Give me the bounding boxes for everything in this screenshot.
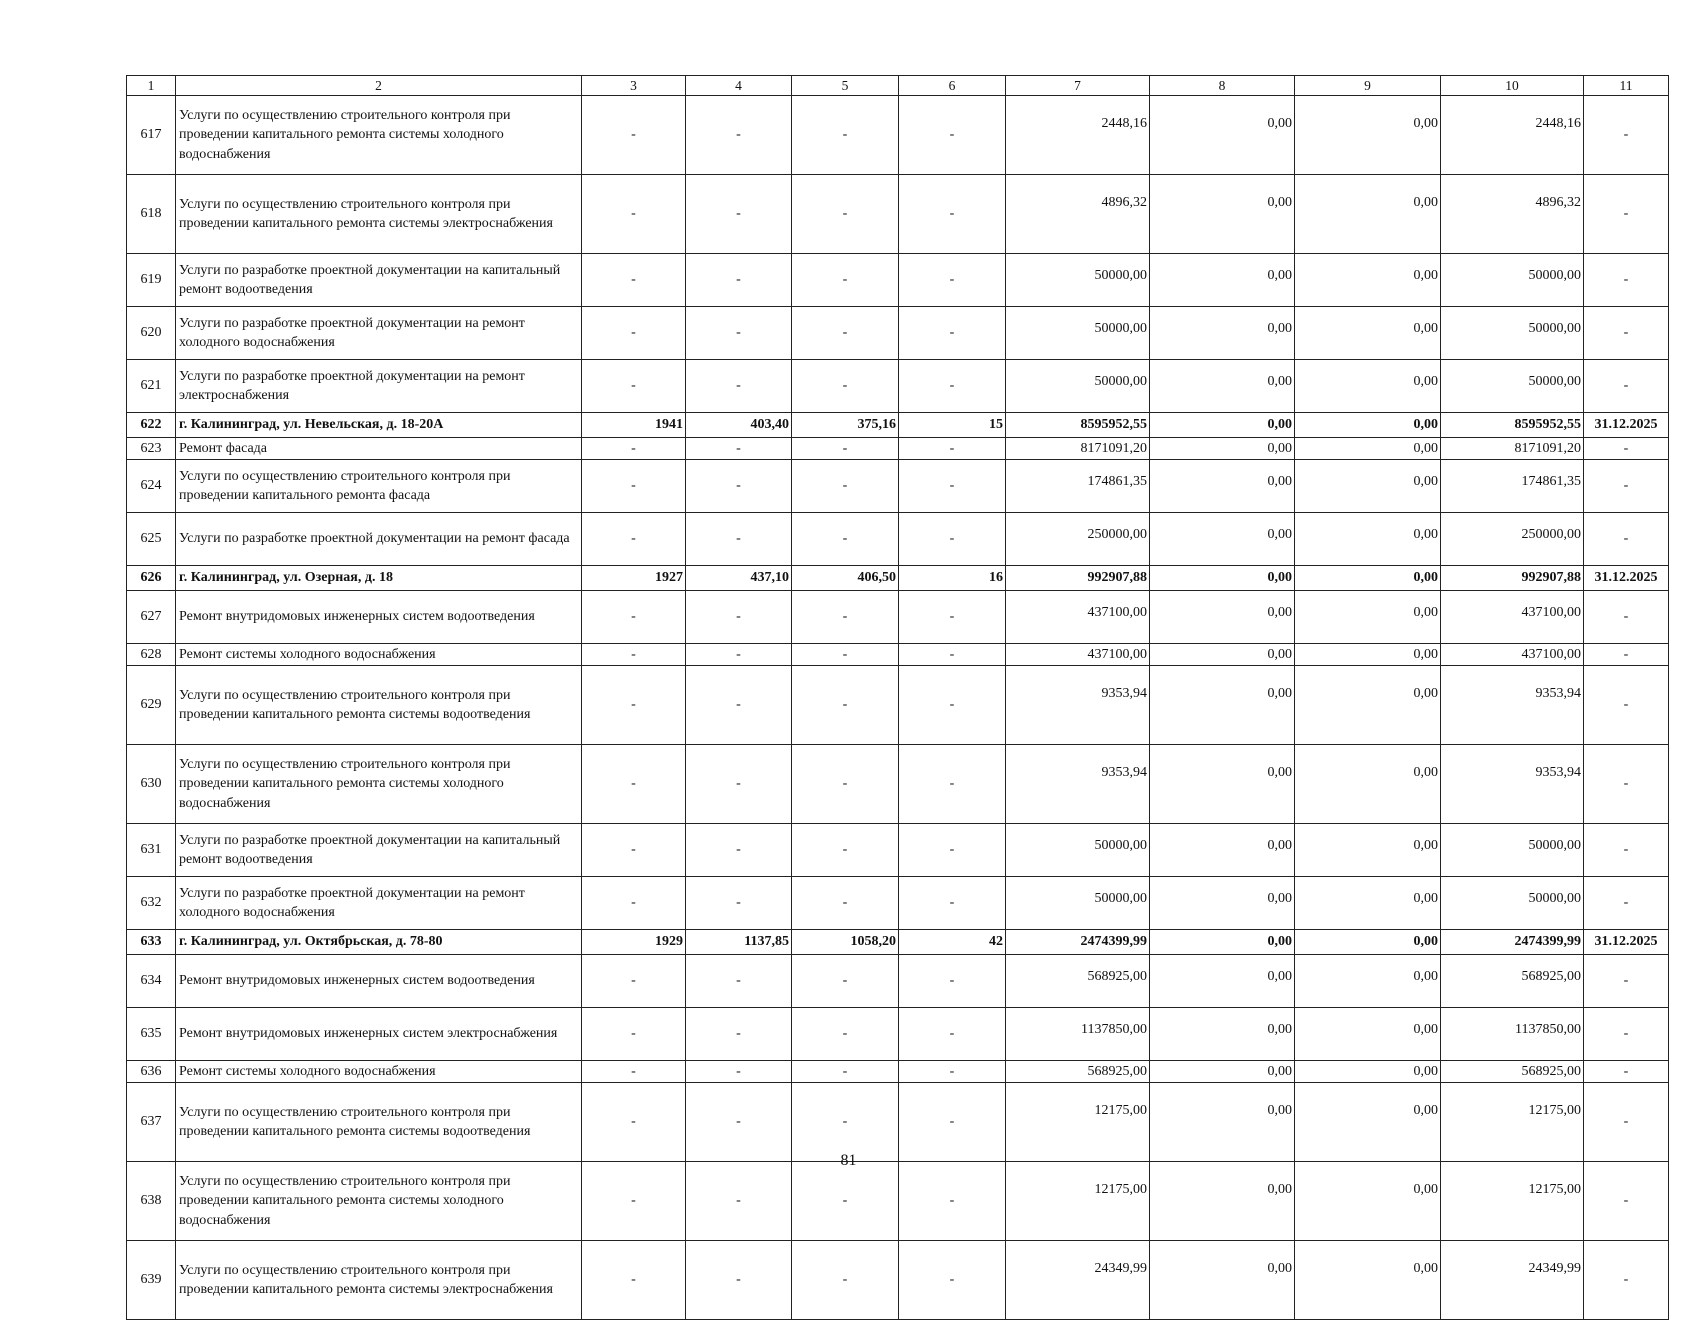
cell-col-4: - xyxy=(686,1241,792,1320)
table-row xyxy=(127,1061,1669,1083)
cell-col-9: 0,00 xyxy=(1295,307,1441,360)
cell-col-7: 9353,94 xyxy=(1006,745,1150,824)
column-header: 10 xyxy=(1441,76,1584,96)
cell-col-8: 0,00 xyxy=(1150,745,1295,824)
cell-col-11: - xyxy=(1584,745,1669,824)
cell-col-7: 568925,00 xyxy=(1006,955,1150,1008)
cell-col-8: 0,00 xyxy=(1150,513,1295,566)
table-row xyxy=(127,1241,1669,1320)
cell-col-11: 31.12.2025 xyxy=(1584,930,1669,955)
work-description: Услуги по осуществлению строительного контроля при проведении капитального ремонта системы электроснабжения xyxy=(176,175,582,254)
cell-col-8: 0,00 xyxy=(1150,644,1295,666)
cell-col-8: 0,00 xyxy=(1150,413,1295,438)
cell-col-5: - xyxy=(792,438,899,460)
row-number: 625 xyxy=(127,513,176,566)
cell-col-5: - xyxy=(792,1162,899,1241)
cell-col-7: 4896,32 xyxy=(1006,175,1150,254)
row-number: 620 xyxy=(127,307,176,360)
cell-col-10: 8171091,20 xyxy=(1441,438,1584,460)
cell-col-9: 0,00 xyxy=(1295,513,1441,566)
cell-col-5: - xyxy=(792,460,899,513)
work-description: Услуги по осуществлению строительного контроля при проведении капитального ремонта системы электроснабжения xyxy=(176,1241,582,1320)
work-description: Услуги по разработке проектной документации на ремонт холодного водоснабжения xyxy=(176,877,582,930)
work-description: Услуги по разработке проектной документации на ремонт электроснабжения xyxy=(176,360,582,413)
cell-col-8: 0,00 xyxy=(1150,824,1295,877)
cell-col-10: 9353,94 xyxy=(1441,666,1584,745)
cell-col-4: - xyxy=(686,1162,792,1241)
table-row xyxy=(127,1083,1669,1162)
cell-col-10: 50000,00 xyxy=(1441,307,1584,360)
cell-col-6: 42 xyxy=(899,930,1006,955)
work-description: Ремонт фасада xyxy=(176,438,582,460)
column-header: 1 xyxy=(127,76,176,96)
cell-col-4: - xyxy=(686,955,792,1008)
cell-col-4: - xyxy=(686,745,792,824)
cell-col-10: 12175,00 xyxy=(1441,1083,1584,1162)
cell-col-10: 437100,00 xyxy=(1441,644,1584,666)
row-number: 624 xyxy=(127,460,176,513)
cell-col-11: - xyxy=(1584,644,1669,666)
cell-col-6: - xyxy=(899,513,1006,566)
cell-col-7: 50000,00 xyxy=(1006,254,1150,307)
cell-col-6: - xyxy=(899,307,1006,360)
cell-col-7: 8171091,20 xyxy=(1006,438,1150,460)
cell-col-7: 9353,94 xyxy=(1006,666,1150,745)
cell-col-3: - xyxy=(582,1162,686,1241)
cell-col-11: - xyxy=(1584,666,1669,745)
row-number: 637 xyxy=(127,1083,176,1162)
cell-col-7: 437100,00 xyxy=(1006,591,1150,644)
cell-col-4: - xyxy=(686,591,792,644)
cell-col-8: 0,00 xyxy=(1150,877,1295,930)
cell-col-7: 568925,00 xyxy=(1006,1061,1150,1083)
table-row xyxy=(127,745,1669,824)
table-row xyxy=(127,513,1669,566)
cell-col-5: - xyxy=(792,644,899,666)
cell-col-11: - xyxy=(1584,307,1669,360)
cell-col-3: - xyxy=(582,1008,686,1061)
cell-col-5: - xyxy=(792,254,899,307)
cell-col-11: - xyxy=(1584,591,1669,644)
cell-col-10: 4896,32 xyxy=(1441,175,1584,254)
cell-col-5: - xyxy=(792,1008,899,1061)
cell-col-6: - xyxy=(899,460,1006,513)
table-row xyxy=(127,460,1669,513)
cell-col-6: - xyxy=(899,1241,1006,1320)
work-description: Ремонт внутридомовых инженерных систем водоотведения xyxy=(176,955,582,1008)
table-row xyxy=(127,824,1669,877)
cell-col-5: - xyxy=(792,175,899,254)
cell-col-5: 375,16 xyxy=(792,413,899,438)
cell-col-4: - xyxy=(686,360,792,413)
cell-col-6: - xyxy=(899,1162,1006,1241)
cell-col-11: - xyxy=(1584,877,1669,930)
work-description: Услуги по разработке проектной документации на капитальный ремонт водоотведения xyxy=(176,254,582,307)
column-header: 6 xyxy=(899,76,1006,96)
cell-col-5: - xyxy=(792,877,899,930)
cell-col-4: - xyxy=(686,1083,792,1162)
cell-col-11: - xyxy=(1584,1162,1669,1241)
cell-col-9: 0,00 xyxy=(1295,254,1441,307)
cell-col-9: 0,00 xyxy=(1295,930,1441,955)
address-total-row xyxy=(127,413,1669,438)
column-header: 4 xyxy=(686,76,792,96)
column-header: 5 xyxy=(792,76,899,96)
cell-col-6: - xyxy=(899,254,1006,307)
work-description: Услуги по разработке проектной документации на ремонт фасада xyxy=(176,513,582,566)
cell-col-11: - xyxy=(1584,1061,1669,1083)
cell-col-7: 2474399,99 xyxy=(1006,930,1150,955)
cell-col-4: 437,10 xyxy=(686,566,792,591)
table-row xyxy=(127,955,1669,1008)
cell-col-6: 15 xyxy=(899,413,1006,438)
cell-col-4: - xyxy=(686,96,792,175)
cell-col-3: - xyxy=(582,644,686,666)
cell-col-9: 0,00 xyxy=(1295,1241,1441,1320)
cell-col-4: - xyxy=(686,307,792,360)
row-number: 634 xyxy=(127,955,176,1008)
cell-col-11: - xyxy=(1584,1008,1669,1061)
cell-col-4: - xyxy=(686,666,792,745)
row-number: 623 xyxy=(127,438,176,460)
cell-col-9: 0,00 xyxy=(1295,438,1441,460)
table-row xyxy=(127,877,1669,930)
column-header: 2 xyxy=(176,76,582,96)
cell-col-7: 12175,00 xyxy=(1006,1162,1150,1241)
cell-col-6: - xyxy=(899,644,1006,666)
cell-col-11: - xyxy=(1584,824,1669,877)
table-row xyxy=(127,360,1669,413)
work-description: Услуги по осуществлению строительного контроля при проведении капитального ремонта системы холодного водоснабжения xyxy=(176,745,582,824)
work-description: Услуги по осуществлению строительного контроля при проведении капитального ремонта фасада xyxy=(176,460,582,513)
cell-col-8: 0,00 xyxy=(1150,307,1295,360)
cell-col-8: 0,00 xyxy=(1150,175,1295,254)
cell-col-10: 50000,00 xyxy=(1441,877,1584,930)
cell-col-4: - xyxy=(686,877,792,930)
cell-col-4: - xyxy=(686,513,792,566)
cell-col-8: 0,00 xyxy=(1150,1061,1295,1083)
cell-col-10: 568925,00 xyxy=(1441,1061,1584,1083)
cell-col-6: - xyxy=(899,1008,1006,1061)
cell-col-6: - xyxy=(899,360,1006,413)
row-number: 618 xyxy=(127,175,176,254)
cell-col-10: 24349,99 xyxy=(1441,1241,1584,1320)
cell-col-10: 250000,00 xyxy=(1441,513,1584,566)
cell-col-3: - xyxy=(582,877,686,930)
cell-col-11: 31.12.2025 xyxy=(1584,566,1669,591)
cell-col-7: 992907,88 xyxy=(1006,566,1150,591)
cell-col-3: 1941 xyxy=(582,413,686,438)
row-number: 617 xyxy=(127,96,176,175)
cell-col-10: 2474399,99 xyxy=(1441,930,1584,955)
cell-col-5: - xyxy=(792,1061,899,1083)
cell-col-7: 8595952,55 xyxy=(1006,413,1150,438)
cell-col-5: - xyxy=(792,513,899,566)
cell-col-10: 12175,00 xyxy=(1441,1162,1584,1241)
work-description: Услуги по осуществлению строительного контроля при проведении капитального ремонта системы холодного водоснабжения xyxy=(176,1162,582,1241)
cell-col-8: 0,00 xyxy=(1150,591,1295,644)
cell-col-8: 0,00 xyxy=(1150,460,1295,513)
cell-col-8: 0,00 xyxy=(1150,96,1295,175)
cell-col-3: - xyxy=(582,1061,686,1083)
cell-col-8: 0,00 xyxy=(1150,1241,1295,1320)
table-row xyxy=(127,644,1669,666)
cell-col-9: 0,00 xyxy=(1295,1162,1441,1241)
cell-col-10: 50000,00 xyxy=(1441,254,1584,307)
work-description: г. Калининград, ул. Октябрьская, д. 78-80 xyxy=(176,930,582,955)
cell-col-11: - xyxy=(1584,360,1669,413)
row-number: 636 xyxy=(127,1061,176,1083)
cell-col-8: 0,00 xyxy=(1150,254,1295,307)
cell-col-3: 1927 xyxy=(582,566,686,591)
cell-col-5: - xyxy=(792,666,899,745)
cell-col-7: 24349,99 xyxy=(1006,1241,1150,1320)
cell-col-10: 2448,16 xyxy=(1441,96,1584,175)
cell-col-6: - xyxy=(899,1061,1006,1083)
table-row xyxy=(127,254,1669,307)
cell-col-7: 437100,00 xyxy=(1006,644,1150,666)
cell-col-8: 0,00 xyxy=(1150,666,1295,745)
cell-col-10: 50000,00 xyxy=(1441,360,1584,413)
cell-col-4: - xyxy=(686,438,792,460)
cell-col-9: 0,00 xyxy=(1295,413,1441,438)
cell-col-5: 1058,20 xyxy=(792,930,899,955)
cell-col-6: - xyxy=(899,745,1006,824)
cell-col-4: 403,40 xyxy=(686,413,792,438)
cell-col-8: 0,00 xyxy=(1150,930,1295,955)
cell-col-6: - xyxy=(899,96,1006,175)
cell-col-8: 0,00 xyxy=(1150,1008,1295,1061)
table-row xyxy=(127,591,1669,644)
work-description: Ремонт системы холодного водоснабжения xyxy=(176,1061,582,1083)
cell-col-9: 0,00 xyxy=(1295,644,1441,666)
cell-col-9: 0,00 xyxy=(1295,877,1441,930)
cell-col-3: - xyxy=(582,438,686,460)
cell-col-10: 568925,00 xyxy=(1441,955,1584,1008)
address-total-row xyxy=(127,930,1669,955)
table-row xyxy=(127,1008,1669,1061)
cell-col-3: - xyxy=(582,307,686,360)
cell-col-9: 0,00 xyxy=(1295,745,1441,824)
table-row xyxy=(127,175,1669,254)
row-number: 635 xyxy=(127,1008,176,1061)
cell-col-5: - xyxy=(792,96,899,175)
cell-col-4: - xyxy=(686,644,792,666)
work-description: Ремонт внутридомовых инженерных систем водоотведения xyxy=(176,591,582,644)
row-number: 638 xyxy=(127,1162,176,1241)
cell-col-11: - xyxy=(1584,460,1669,513)
row-number: 628 xyxy=(127,644,176,666)
cell-col-4: 1137,85 xyxy=(686,930,792,955)
cell-col-7: 12175,00 xyxy=(1006,1083,1150,1162)
cell-col-5: - xyxy=(792,1241,899,1320)
cell-col-7: 50000,00 xyxy=(1006,877,1150,930)
cell-col-10: 50000,00 xyxy=(1441,824,1584,877)
cell-col-7: 174861,35 xyxy=(1006,460,1150,513)
cell-col-7: 50000,00 xyxy=(1006,360,1150,413)
work-description: Услуги по разработке проектной документации на ремонт холодного водоснабжения xyxy=(176,307,582,360)
cell-col-5: - xyxy=(792,955,899,1008)
column-number-row xyxy=(127,76,1669,96)
table-row xyxy=(127,307,1669,360)
cell-col-4: - xyxy=(686,1008,792,1061)
works-table xyxy=(126,75,1669,1320)
cell-col-7: 50000,00 xyxy=(1006,824,1150,877)
cell-col-5: - xyxy=(792,745,899,824)
column-header: 9 xyxy=(1295,76,1441,96)
row-number: 639 xyxy=(127,1241,176,1320)
cell-col-7: 50000,00 xyxy=(1006,307,1150,360)
cell-col-10: 1137850,00 xyxy=(1441,1008,1584,1061)
cell-col-7: 2448,16 xyxy=(1006,96,1150,175)
cell-col-4: - xyxy=(686,175,792,254)
cell-col-3: - xyxy=(582,1083,686,1162)
work-description: Услуги по разработке проектной документации на капитальный ремонт водоотведения xyxy=(176,824,582,877)
cell-col-4: - xyxy=(686,254,792,307)
cell-col-11: - xyxy=(1584,1241,1669,1320)
work-description: Ремонт системы холодного водоснабжения xyxy=(176,644,582,666)
cell-col-11: - xyxy=(1584,96,1669,175)
cell-col-6: 16 xyxy=(899,566,1006,591)
cell-col-8: 0,00 xyxy=(1150,566,1295,591)
table-row xyxy=(127,666,1669,745)
cell-col-6: - xyxy=(899,1083,1006,1162)
cell-col-8: 0,00 xyxy=(1150,438,1295,460)
row-number: 633 xyxy=(127,930,176,955)
cell-col-5: - xyxy=(792,824,899,877)
cell-col-8: 0,00 xyxy=(1150,955,1295,1008)
cell-col-3: - xyxy=(582,955,686,1008)
cell-col-3: - xyxy=(582,460,686,513)
cell-col-10: 992907,88 xyxy=(1441,566,1584,591)
cell-col-9: 0,00 xyxy=(1295,666,1441,745)
cell-col-3: - xyxy=(582,254,686,307)
row-number: 621 xyxy=(127,360,176,413)
cell-col-11: - xyxy=(1584,254,1669,307)
cell-col-10: 9353,94 xyxy=(1441,745,1584,824)
cell-col-10: 174861,35 xyxy=(1441,460,1584,513)
cell-col-3: - xyxy=(582,1241,686,1320)
column-header: 11 xyxy=(1584,76,1669,96)
cell-col-3: - xyxy=(582,666,686,745)
cell-col-4: - xyxy=(686,1061,792,1083)
row-number: 631 xyxy=(127,824,176,877)
cell-col-9: 0,00 xyxy=(1295,1083,1441,1162)
table-row xyxy=(127,1162,1669,1241)
cell-col-11: - xyxy=(1584,513,1669,566)
cell-col-9: 0,00 xyxy=(1295,1061,1441,1083)
row-number: 627 xyxy=(127,591,176,644)
cell-col-10: 437100,00 xyxy=(1441,591,1584,644)
cell-col-11: 31.12.2025 xyxy=(1584,413,1669,438)
cell-col-3: - xyxy=(582,360,686,413)
table-body xyxy=(127,76,1669,1320)
column-header: 8 xyxy=(1150,76,1295,96)
cell-col-11: - xyxy=(1584,438,1669,460)
table-row xyxy=(127,438,1669,460)
cell-col-6: - xyxy=(899,591,1006,644)
cell-col-7: 1137850,00 xyxy=(1006,1008,1150,1061)
cell-col-5: - xyxy=(792,1083,899,1162)
cell-col-3: - xyxy=(582,96,686,175)
cell-col-8: 0,00 xyxy=(1150,360,1295,413)
cell-col-8: 0,00 xyxy=(1150,1162,1295,1241)
row-number: 630 xyxy=(127,745,176,824)
work-description: Услуги по осуществлению строительного контроля при проведении капитального ремонта системы водоотведения xyxy=(176,666,582,745)
page-number: 81 xyxy=(840,1152,857,1169)
cell-col-10: 8595952,55 xyxy=(1441,413,1584,438)
row-number: 626 xyxy=(127,566,176,591)
cell-col-9: 0,00 xyxy=(1295,175,1441,254)
address-total-row xyxy=(127,566,1669,591)
work-description: Ремонт внутридомовых инженерных систем электроснабжения xyxy=(176,1008,582,1061)
cell-col-3: - xyxy=(582,591,686,644)
cell-col-9: 0,00 xyxy=(1295,566,1441,591)
work-description: Услуги по осуществлению строительного контроля при проведении капитального ремонта системы водоотведения xyxy=(176,1083,582,1162)
cell-col-3: - xyxy=(582,745,686,824)
work-description: Услуги по осуществлению строительного контроля при проведении капитального ремонта системы холодного водоснабжения xyxy=(176,96,582,175)
cell-col-5: - xyxy=(792,307,899,360)
row-number: 622 xyxy=(127,413,176,438)
cell-col-9: 0,00 xyxy=(1295,360,1441,413)
cell-col-6: - xyxy=(899,438,1006,460)
row-number: 619 xyxy=(127,254,176,307)
work-description: г. Калининград, ул. Озерная, д. 18 xyxy=(176,566,582,591)
cell-col-7: 250000,00 xyxy=(1006,513,1150,566)
work-description: г. Калининград, ул. Невельская, д. 18-20А xyxy=(176,413,582,438)
cell-col-6: - xyxy=(899,877,1006,930)
table-row xyxy=(127,96,1669,175)
cell-col-9: 0,00 xyxy=(1295,955,1441,1008)
column-header: 3 xyxy=(582,76,686,96)
document-sheet xyxy=(126,75,1668,1320)
cell-col-3: - xyxy=(582,175,686,254)
cell-col-3: - xyxy=(582,824,686,877)
cell-col-6: - xyxy=(899,955,1006,1008)
cell-col-9: 0,00 xyxy=(1295,1008,1441,1061)
cell-col-4: - xyxy=(686,460,792,513)
cell-col-11: - xyxy=(1584,1083,1669,1162)
cell-col-11: - xyxy=(1584,955,1669,1008)
cell-col-9: 0,00 xyxy=(1295,96,1441,175)
cell-col-9: 0,00 xyxy=(1295,460,1441,513)
cell-col-5: - xyxy=(792,360,899,413)
cell-col-11: - xyxy=(1584,175,1669,254)
row-number: 632 xyxy=(127,877,176,930)
cell-col-3: 1929 xyxy=(582,930,686,955)
row-number: 629 xyxy=(127,666,176,745)
column-header: 7 xyxy=(1006,76,1150,96)
cell-col-9: 0,00 xyxy=(1295,824,1441,877)
cell-col-3: - xyxy=(582,513,686,566)
cell-col-9: 0,00 xyxy=(1295,591,1441,644)
cell-col-5: - xyxy=(792,591,899,644)
cell-col-6: - xyxy=(899,824,1006,877)
cell-col-8: 0,00 xyxy=(1150,1083,1295,1162)
cell-col-4: - xyxy=(686,824,792,877)
cell-col-5: 406,50 xyxy=(792,566,899,591)
cell-col-6: - xyxy=(899,666,1006,745)
cell-col-6: - xyxy=(899,175,1006,254)
